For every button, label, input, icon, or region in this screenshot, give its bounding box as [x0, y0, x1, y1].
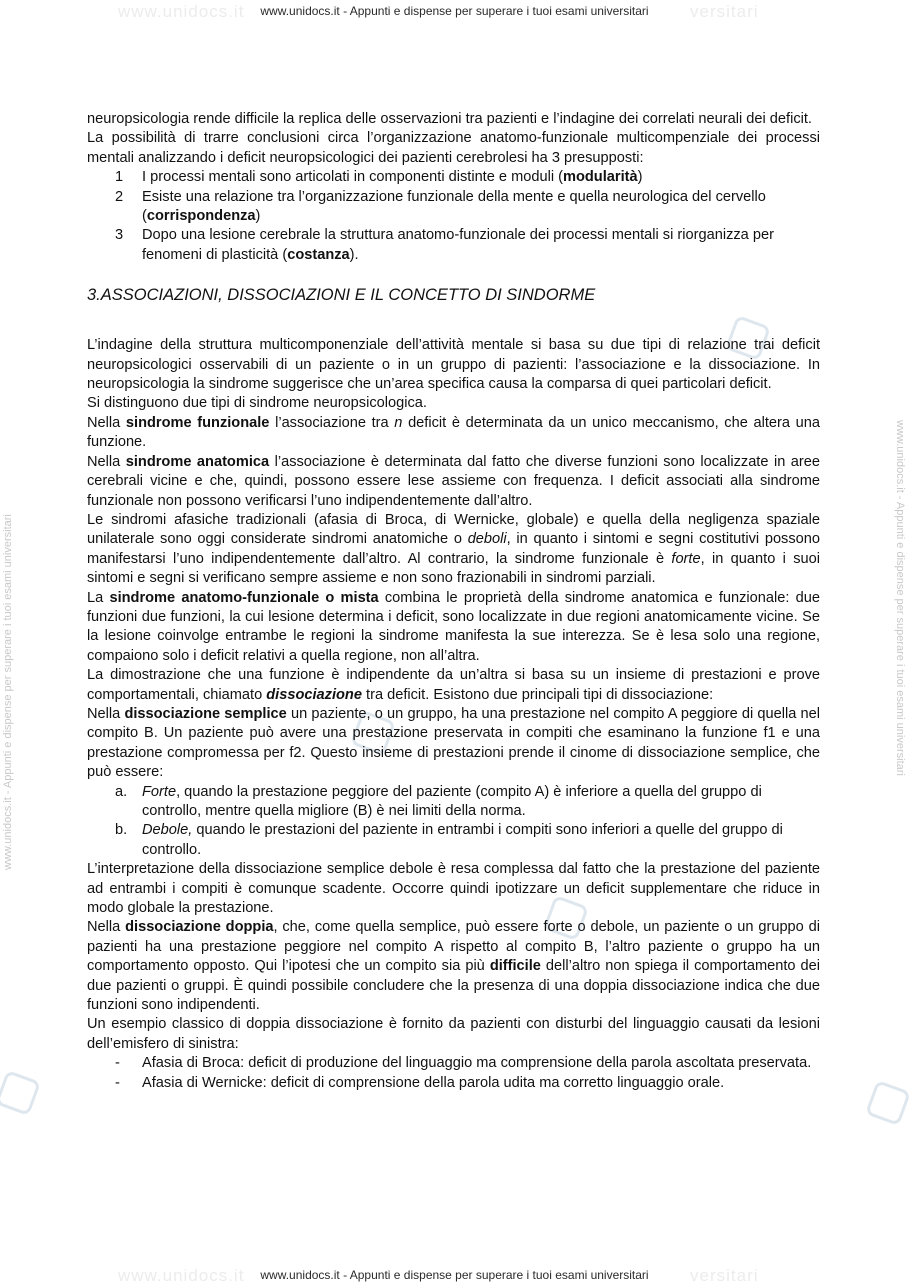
paragraph-sindrome-mista: La sindrome anatomo-funzionale o mista combina le proprietà della sindrome anatomica e funzionale: due funzioni due funzioni, la cui lesione determina i deficit, sono localizzate in due regioni anatomicamente vicine. Se la lesione coinvolge entrambe le regioni la sindrome manifesta la sue interezza. Se è lesa solo una regione, compaiono solo i deficit relativi a quella regione, non all’altra.	[87, 589, 820, 664]
list-marker: -	[115, 1055, 120, 1072]
footer-watermark: www.unidocs.it - Appunti e dispense per superare i tuoi esami universitari	[260, 1268, 649, 1282]
term-sindrome-anatomica: sindrome anatomica	[125, 453, 270, 470]
list-item-keyword: costanza	[287, 246, 350, 263]
list-item-text: Esiste una relazione tra l’organizzazione funzionale della mente e quella neurologica del cervello (	[142, 188, 766, 225]
list-item-text: , quando la prestazione peggiore del paziente (compito A) è inferiore a quella del gruppo di controllo, mentre quella migliore (B) è nei limiti della norma.	[142, 783, 762, 819]
paragraph-esempio: Un esempio classico di doppia dissociazione è fornito da pazienti con disturbi del linguaggio causati da lesioni dell’emisfero di sinistra:	[87, 1016, 820, 1052]
presupposti-list	[87, 168, 820, 265]
term-difficile: difficile	[489, 958, 541, 975]
side-watermark-left: www.unidocs.it - Appunti e dispense per superare i tuoi esami universitari	[2, 514, 14, 870]
paragraph-dissociazione-semplice: Nella dissociazione semplice un paziente, o un gruppo, ha una prestazione nel compito A peggiore di quella nel compito B. Un paziente può avere una prestazione preservata in compiti che esaminano la funzione f1 e una prestazione compromessa per f2. Questo insieme di prestazioni prende il cinome di dissociazione semplice, che può essere:	[87, 705, 820, 781]
list-item-text: Afasia di Wernicke: deficit di comprensione della parola udita ma corretto linguaggio orale.	[142, 1074, 725, 1091]
list-item	[87, 226, 820, 265]
list-marker: a.	[115, 783, 128, 800]
list-item-text: Afasia di Broca: deficit di produzione del linguaggio ma comprensione della parola ascoltata preservata.	[142, 1055, 812, 1072]
list-marker: b.	[115, 822, 128, 839]
list-item	[87, 188, 820, 227]
side-watermark-right: www.unidocs.it - Appunti e dispense per superare i tuoi esami universitari	[894, 420, 906, 776]
afasie-list	[87, 1054, 820, 1093]
list-item-term: Forte	[142, 783, 177, 800]
list-item-text: quando le prestazioni del paziente in entrambi i compiti sono inferiori a quelle del gruppo di controllo.	[142, 822, 783, 858]
paragraph-sindromi-afasiche: Le sindromi afasiche tradizionali (afasia di Broca, di Wernicke, globale) e quella della negligenza spaziale unilaterale sono oggi considerate sindromi anatomiche o deboli, in quanto i sintomi e segni costitutivi possono manifestarsi l’uno indipendentemente dall’altro. Al contrario, la sindrome funzionale è forte, in quanto i suoi sintomi e segni si verificano sempre assieme e non sono frazionabili in sindromi parziali.	[87, 511, 820, 587]
list-item-text: Dopo una lesione cerebrale la struttura anatomo-funzionale dei processi mentali si riorganizza per fenomeni di plasticità (	[142, 227, 774, 263]
paragraph-interpretazione: L’interpretazione della dissociazione semplice debole è resa complessa dal fatto che la prestazione del paziente ad entrambi i compiti è comunque scadente. Occorre quindi ipotizzare un deficit supplementare che riduce in modo globale la prestazione.	[87, 861, 820, 917]
term-dissociazione-doppia: dissociazione doppia	[125, 919, 274, 936]
unidocs-logo-icon	[0, 1070, 41, 1116]
list-item-keyword: modularità	[563, 169, 638, 186]
paragraph-distinguono: Si distinguono due tipi di sindrome neuropsicologica.	[87, 395, 427, 412]
ghost-watermark-top-right: versitari	[690, 2, 759, 21]
unidocs-logo-icon	[865, 1080, 909, 1126]
paragraph-indagine: L’indagine della struttura multicomponenziale dell’attività mentale si basa su due tipi di relazione trai deficit neuropsicologici osservabili di un paziente o in un gruppo di pazienti: l’associazione e la dissociazione. In neuropsicologia la sindrome suggerisce che un’area specifica causa la comparsa di quei particolari deficit.	[87, 337, 820, 393]
paragraph-sindrome-funzionale: Nella sindrome funzionale l’associazione tra n deficit è determinata da un unico meccanismo, che altera una funzione.	[87, 414, 820, 451]
paragraph-dissociazione-doppia: Nella dissociazione doppia, che, come quella semplice, può essere forte o debole, un paziente o un gruppo di pazienti ha una prestazione peggiore nel compito A rispetto al compito B, l’altro paziente o gruppo ha un comportamento opposto. Qui l’ipotesi che un compito sia più difficile dell’altro non spiega il comportamento dei due pazienti o gruppi. È quindi possibile concludere che la presenza di una doppia dissociazione indica che due funzioni sono indipendenti.	[87, 919, 820, 1014]
paragraph-intro: neuropsicologia rende difficile la replica delle osservazioni tra pazienti e l’indagine dei correlati neurali dei deficit.	[87, 111, 812, 127]
ghost-watermark-bottom-left: www.unidocs.it	[118, 1266, 245, 1285]
list-marker: -	[115, 1074, 120, 1091]
list-item	[87, 168, 820, 187]
list-marker: 3	[115, 227, 124, 244]
section-heading: 3.ASSOCIAZIONI, DISSOCIAZIONI E IL CONCETTO DI SINDORME	[87, 286, 596, 305]
list-item	[87, 821, 820, 860]
term-sindrome-mista: sindrome anatomo-funzionale o mista	[109, 589, 379, 606]
term-dissociazione-semplice: dissociazione semplice	[124, 705, 287, 722]
list-item	[87, 1074, 820, 1093]
document-body	[87, 110, 820, 1093]
list-item-text-end: ).	[349, 246, 359, 263]
list-item-term: Debole,	[142, 822, 193, 839]
list-item	[87, 783, 820, 822]
ghost-watermark-top-left: www.unidocs.it	[118, 2, 245, 21]
list-item-text-end: )	[255, 208, 261, 225]
forme-list	[87, 783, 820, 861]
term-dissociazione: dissociazione	[266, 686, 362, 703]
list-marker: 1	[115, 169, 124, 186]
list-item-keyword: corrispondenza	[146, 208, 256, 225]
header-watermark: www.unidocs.it - Appunti e dispense per superare i tuoi esami universitari	[260, 4, 649, 18]
list-item	[87, 1054, 820, 1073]
paragraph-dimostrazione: La dimostrazione che una funzione è indipendente da un’altra si basa su un insieme di prestazioni e prove comportamentali, chiamato dissociazione tra deficit. Esistono due principali tipi di dissociazione:	[87, 667, 820, 703]
term-sindrome-funzionale: sindrome funzionale	[125, 414, 270, 431]
list-item-text: I processi mentali sono articolati in componenti distinte e moduli (	[142, 169, 563, 186]
paragraph-possibility: La possibilità di trarre conclusioni circa l’organizzazione anatomo-funzionale multicompenziale dei processi mentali analizzando i deficit neuropsicologici dei pazienti cerebrolesi ha 3 presupposti:	[87, 130, 820, 166]
ghost-watermark-bottom-right: versitari	[690, 1266, 759, 1285]
paragraph-sindrome-anatomica: Nella sindrome anatomica l’associazione è determinata dal fatto che diverse funzioni sono localizzate in aree cerebrali vicine e che, quindi, possono essere lese assieme con frequenza. I deficit associati alla sindrome funzionale non possono verificarsi l’uno indipendentemente dall’altro.	[87, 453, 821, 509]
list-marker: 2	[115, 188, 124, 205]
list-item-text-end: )	[637, 169, 643, 186]
